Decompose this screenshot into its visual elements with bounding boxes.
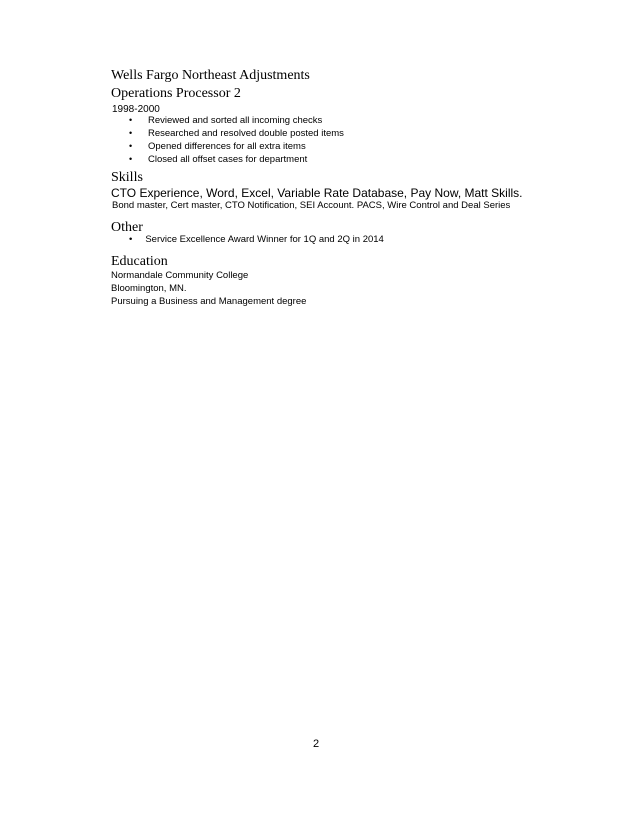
- job-title: Operations Processor 2: [111, 86, 241, 101]
- job-employer: Wells Fargo Northeast Adjustments: [111, 68, 310, 83]
- other-list-item: [129, 234, 384, 245]
- duty-text: Reviewed and sorted all incoming checks: [148, 115, 323, 126]
- bullet-icon: •: [129, 154, 133, 164]
- education-heading: Education: [111, 254, 168, 269]
- job-dates: 1998-2000: [112, 104, 160, 115]
- page-number: 2: [313, 738, 320, 750]
- list-item: [129, 127, 344, 140]
- bullet-icon: •: [129, 115, 133, 125]
- skills-heading: Skills: [111, 170, 143, 185]
- duty-text: Closed all offset cases for department: [148, 154, 308, 165]
- education-degree: Pursuing a Business and Management degree: [111, 296, 307, 307]
- duty-text: Researched and resolved double posted items: [148, 128, 344, 139]
- list-item: [129, 140, 344, 153]
- skills-secondary-line: Bond master, Cert master, CTO Notification, SEI Account. PACS, Wire Control and Deal Series: [112, 200, 511, 211]
- job-duties-list: [129, 114, 344, 166]
- education-location: Bloomington, MN.: [111, 283, 187, 294]
- bullet-icon: •: [129, 128, 133, 138]
- list-item: [129, 153, 344, 166]
- education-school: Normandale Community College: [111, 270, 249, 281]
- bullet-icon: •: [129, 141, 133, 151]
- skills-primary-line: CTO Experience, Word, Excel, Variable Rate Database, Pay Now, Matt Skills.: [111, 186, 523, 200]
- list-item: [129, 114, 344, 127]
- duty-text: Opened differences for all extra items: [148, 141, 306, 152]
- other-heading: Other: [111, 220, 143, 235]
- award-text: Service Excellence Award Winner for 1Q and 2Q in 2014: [145, 234, 384, 245]
- bullet-icon: •: [129, 234, 133, 245]
